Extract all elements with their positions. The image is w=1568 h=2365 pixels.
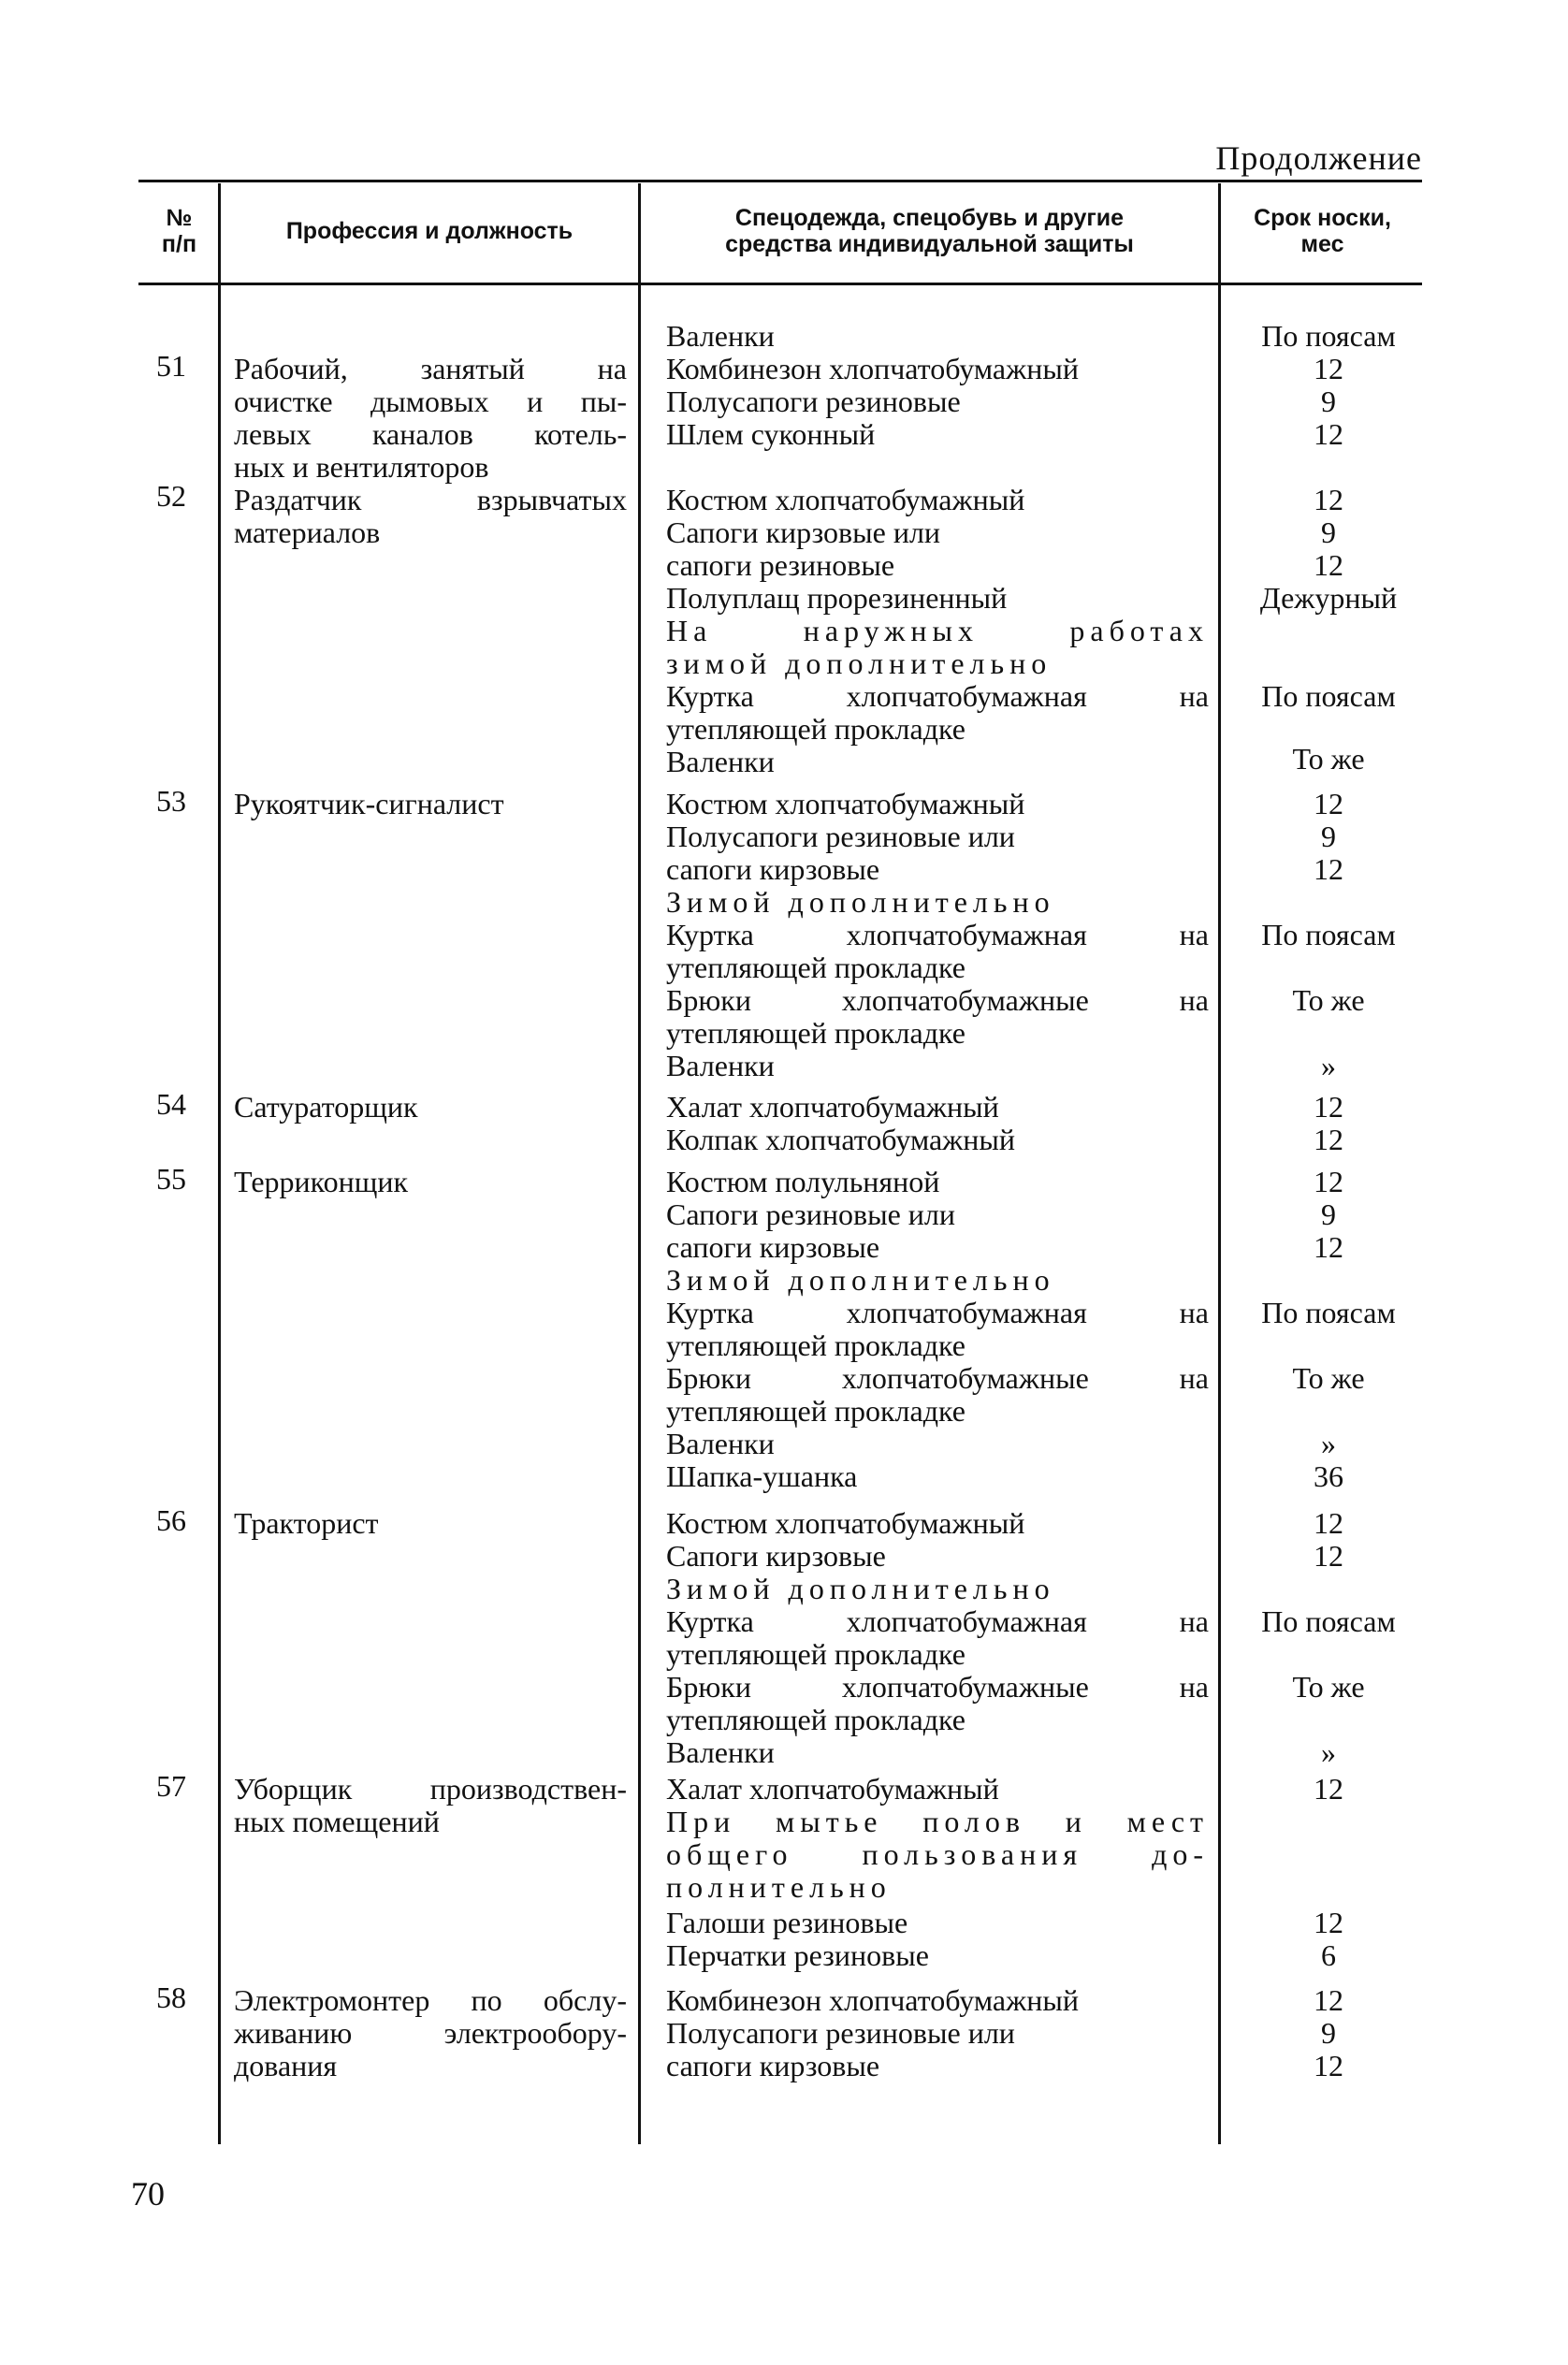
- item-line: Брюки хлопчатобумажные на: [666, 1361, 1209, 1395]
- item-line: Галоши резиновые: [666, 1906, 908, 1939]
- profession-line: очистке дымовых и пы-: [234, 384, 627, 418]
- column-divider-num: [218, 183, 221, 2144]
- term-value: 6: [1321, 1938, 1336, 1972]
- profession-line: Электромонтер по обслу-: [234, 1983, 627, 2017]
- item-line: Полусапоги резиновые или: [666, 2016, 1015, 2050]
- term-value: То же: [1292, 742, 1365, 776]
- term-value: »: [1321, 1427, 1336, 1460]
- item-line: Зимой дополнительно: [666, 1572, 1055, 1605]
- item-line: При мытье полов и мест: [666, 1805, 1209, 1838]
- item-line: Куртка хлопчатобумажная на: [666, 918, 1209, 951]
- row-number: 58: [156, 1981, 186, 2014]
- term-value: 12: [1314, 1123, 1343, 1156]
- profession-line: живанию электрообору-: [234, 2016, 627, 2050]
- term-value: По поясам: [1261, 679, 1396, 713]
- term-value: 36: [1314, 1459, 1343, 1493]
- item-line: Шапка-ушанка: [666, 1459, 858, 1493]
- item-line: Сапоги резиновые или: [666, 1197, 956, 1231]
- item-line: утепляющей прокладке: [666, 1016, 965, 1050]
- item-line: Костюм хлопчатобумажный: [666, 787, 1025, 820]
- term-value: 9: [1321, 1197, 1336, 1231]
- item-line: общего пользования до-: [666, 1837, 1209, 1871]
- profession-line: Уборщик производствен-: [234, 1772, 627, 1806]
- term-value: 12: [1314, 1906, 1343, 1939]
- term-value: 12: [1314, 852, 1343, 886]
- item-line: утепляющей прокладке: [666, 950, 965, 984]
- item-line: утепляющей прокладке: [666, 1394, 965, 1428]
- item-line: Брюки хлопчатобумажные на: [666, 983, 1209, 1017]
- item-line: утепляющей прокладке: [666, 1637, 965, 1671]
- item-line: сапоги кирзовые: [666, 2049, 880, 2082]
- item-line: Валенки: [666, 1735, 775, 1769]
- item-line: Костюм хлопчатобумажный: [666, 1506, 1025, 1540]
- continuation-label: Продолжение: [1215, 139, 1422, 177]
- item-line: Брюки хлопчатобумажные на: [666, 1670, 1209, 1704]
- term-value: То же: [1292, 983, 1365, 1017]
- term-value: 9: [1321, 384, 1336, 418]
- page-number: 70: [131, 2175, 165, 2213]
- term-value: 9: [1321, 820, 1336, 853]
- row-number: 52: [156, 479, 186, 513]
- profession-line: Раздатчик взрывчатых: [234, 483, 627, 516]
- item-line: Колпак хлопчатобумажный: [666, 1123, 1016, 1156]
- item-line: Полусапоги резиновые или: [666, 820, 1015, 853]
- profession-line: ных помещений: [234, 1805, 440, 1838]
- item-line: Перчатки резиновые: [666, 1938, 929, 1972]
- item-line: Зимой дополнительно: [666, 885, 1055, 919]
- item-line: утепляющей прокладке: [666, 1328, 965, 1362]
- profession-line: Рабочий, занятый на: [234, 352, 627, 385]
- row-number: 53: [156, 784, 186, 818]
- profession-line: Сатураторщик: [234, 1090, 418, 1124]
- item-line: Куртка хлопчатобумажная на: [666, 1296, 1209, 1329]
- profession-line: левых каналов котель-: [234, 417, 627, 451]
- row-number: 54: [156, 1087, 186, 1121]
- item-line: Валенки: [666, 745, 775, 778]
- item-line: Валенки: [666, 319, 775, 353]
- item-line: Халат хлопчатобумажный: [666, 1090, 999, 1124]
- column-divider-prof: [638, 183, 641, 2144]
- term-value: 12: [1314, 1539, 1343, 1573]
- term-value: 12: [1314, 1090, 1343, 1124]
- profession-line: материалов: [234, 515, 381, 549]
- item-line: Куртка хлопчатобумажная на: [666, 679, 1209, 713]
- item-line: Халат хлопчатобумажный: [666, 1772, 999, 1806]
- term-value: 12: [1314, 2049, 1343, 2082]
- term-value: То же: [1292, 1361, 1365, 1395]
- header-num: № п/п: [161, 205, 197, 257]
- item-line: Валенки: [666, 1427, 775, 1460]
- term-value: 12: [1314, 787, 1343, 820]
- row-number: 55: [156, 1162, 186, 1196]
- header-profession: Профессия и должность: [285, 218, 573, 244]
- column-divider-items: [1218, 183, 1221, 2144]
- row-number: 51: [156, 349, 186, 383]
- item-line: сапоги кирзовые: [666, 1230, 880, 1264]
- term-value: 12: [1314, 1506, 1343, 1540]
- term-value: По поясам: [1261, 1604, 1396, 1638]
- term-value: То же: [1292, 1670, 1365, 1704]
- profession-line: Терриконщик: [234, 1165, 409, 1198]
- item-line: Валенки: [666, 1049, 775, 1082]
- term-value: По поясам: [1261, 918, 1396, 951]
- header-bottom-rule: [138, 283, 1422, 285]
- item-line: сапоги кирзовые: [666, 852, 880, 886]
- item-line: Полуплащ прорезиненный: [666, 581, 1008, 615]
- item-line: Сапоги кирзовые: [666, 1539, 886, 1573]
- profession-line: Рукоятчик-сигналист: [234, 787, 504, 820]
- term-value: 12: [1314, 483, 1343, 516]
- item-line: Шлем суконный: [666, 417, 876, 451]
- term-value: 12: [1314, 1772, 1343, 1806]
- item-line: Костюм хлопчатобумажный: [666, 483, 1025, 516]
- term-value: По поясам: [1261, 1296, 1396, 1329]
- item-line: Зимой дополнительно: [666, 1263, 1055, 1297]
- term-value: По поясам: [1261, 319, 1396, 353]
- item-line: Куртка хлопчатобумажная на: [666, 1604, 1209, 1638]
- term-value: 9: [1321, 515, 1336, 549]
- item-line: На наружных работах: [666, 614, 1209, 647]
- item-line: полнительно: [666, 1870, 892, 1904]
- term-value: 12: [1314, 1230, 1343, 1264]
- profession-line: дования: [234, 2049, 338, 2082]
- term-value: 12: [1314, 1983, 1343, 2017]
- term-value: »: [1321, 1735, 1336, 1769]
- item-line: Комбинезон хлопчатобумажный: [666, 1983, 1079, 2017]
- item-line: Полусапоги резиновые: [666, 384, 961, 418]
- item-line: зимой дополнительно: [666, 646, 1053, 680]
- term-value: 12: [1314, 548, 1343, 582]
- item-line: сапоги резиновые: [666, 548, 895, 582]
- item-line: Комбинезон хлопчатобумажный: [666, 352, 1079, 385]
- profession-line: ных и вентиляторов: [234, 450, 489, 484]
- row-number: 56: [156, 1503, 186, 1537]
- term-value: »: [1321, 1049, 1336, 1082]
- row-number: 57: [156, 1769, 186, 1803]
- item-line: Костюм полульняной: [666, 1165, 940, 1198]
- term-value: Дежурный: [1259, 581, 1398, 615]
- term-value: 9: [1321, 2016, 1336, 2050]
- header-items: Спецодежда, спецобувь и другие средства индивидуальной защиты: [725, 205, 1134, 257]
- profession-line: Тракторист: [234, 1506, 379, 1540]
- item-line: утепляющей прокладке: [666, 712, 965, 746]
- item-line: утепляющей прокладке: [666, 1703, 965, 1736]
- term-value: 12: [1314, 417, 1343, 451]
- item-line: Сапоги кирзовые или: [666, 515, 941, 549]
- term-value: 12: [1314, 1165, 1343, 1198]
- term-value: 12: [1314, 352, 1343, 385]
- header-term: Срок носки, мес: [1254, 205, 1391, 257]
